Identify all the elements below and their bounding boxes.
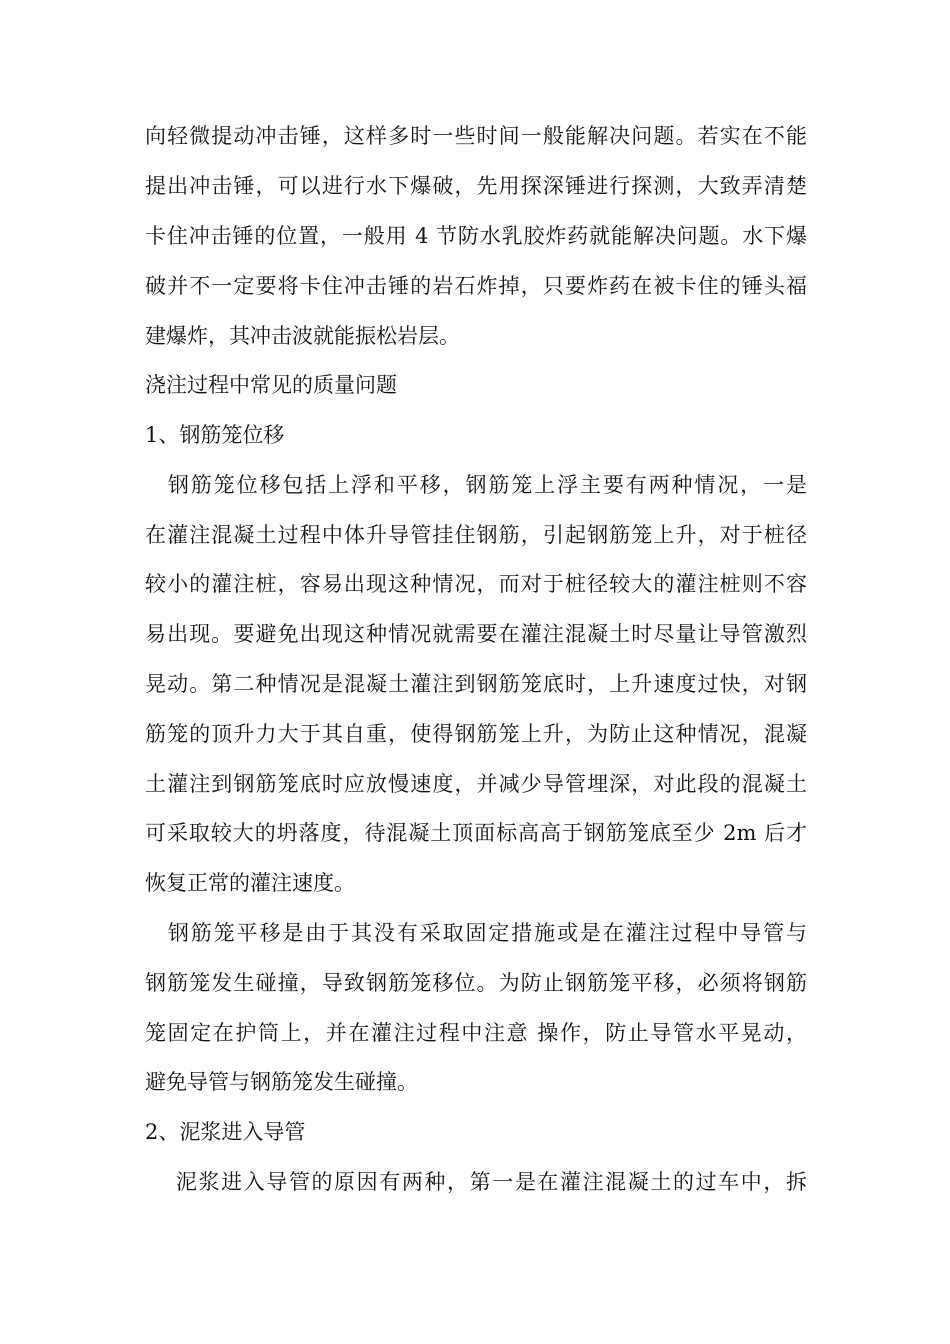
text-line-14: 土灌注到钢筋笼底时应放慢速度，并减少导管埋深，对此段的混凝土	[145, 772, 807, 796]
text-line-22: 泥浆进入导管的原因有两种，第一是在灌注混凝土的过车中，拆	[145, 1170, 807, 1194]
text-line-13: 筋笼的顶升力大于其自重，使得钢筋笼上升，为防止这种情况，混凝	[145, 722, 807, 746]
text-line-15: 可采取较大的坍落度，待混凝土顶面标高高于钢筋笼底至少 2m 后才	[145, 821, 807, 845]
text-line-18: 钢筋笼发生碰撞，导致钢筋笼移位。为防止钢筋笼平移，必须将钢筋	[145, 971, 807, 995]
text-line-4: 破并不一定要将卡住冲击锤的岩石炸掉，只要炸药在被卡住的锤头福	[145, 274, 807, 298]
text-line-5: 建爆炸，其冲击波就能振松岩层。	[145, 324, 460, 348]
text-line-17: 钢筋笼平移是由于其没有采取固定措施或是在灌注过程中导管与	[145, 921, 807, 945]
text-line-1: 向轻微提动冲击锤，这样多时一些时间一般能解决问题。若实在不能	[145, 124, 807, 148]
text-line-10: 较小的灌注桩，容易出现这种情况，而对于桩径较大的灌注桩则不容	[145, 572, 807, 596]
text-line-12: 晃动。第二种情况是混凝土灌注到钢筋笼底时，上升速度过快，对钢	[145, 672, 807, 696]
text-line-16: 恢复正常的灌注速度。	[145, 871, 355, 895]
text-line-3: 卡住冲击锤的位置，一般用 4 节防水乳胶炸药就能解决问题。水下爆	[145, 224, 807, 248]
text-line-19: 笼固定在护筒上，并在灌注过程中注意 操作，防止导管水平晃动，	[145, 1021, 807, 1045]
text-line-2: 提出冲击锤，可以进行水下爆破，先用探深锤进行探测，大致弄清楚	[145, 174, 807, 198]
text-line-11: 易出现。要避免出现这种情况就需要在灌注混凝土时尽量让导管激烈	[145, 622, 807, 646]
text-line-8: 钢筋笼位移包括上浮和平移，钢筋笼上浮主要有两种情况，一是	[145, 473, 807, 497]
section-heading-pouring-quality: 浇注过程中常见的质量问题	[145, 373, 397, 397]
subheading-mud-in-pipe: 2、泥浆进入导管	[145, 1120, 306, 1144]
subheading-cage-displacement: 1、钢筋笼位移	[145, 423, 285, 447]
text-line-20: 避免导管与钢筋笼发生碰撞。	[145, 1070, 418, 1094]
text-line-9: 在灌注混凝土过程中体升导管挂住钢筋，引起钢筋笼上升，对于桩径	[145, 523, 807, 547]
